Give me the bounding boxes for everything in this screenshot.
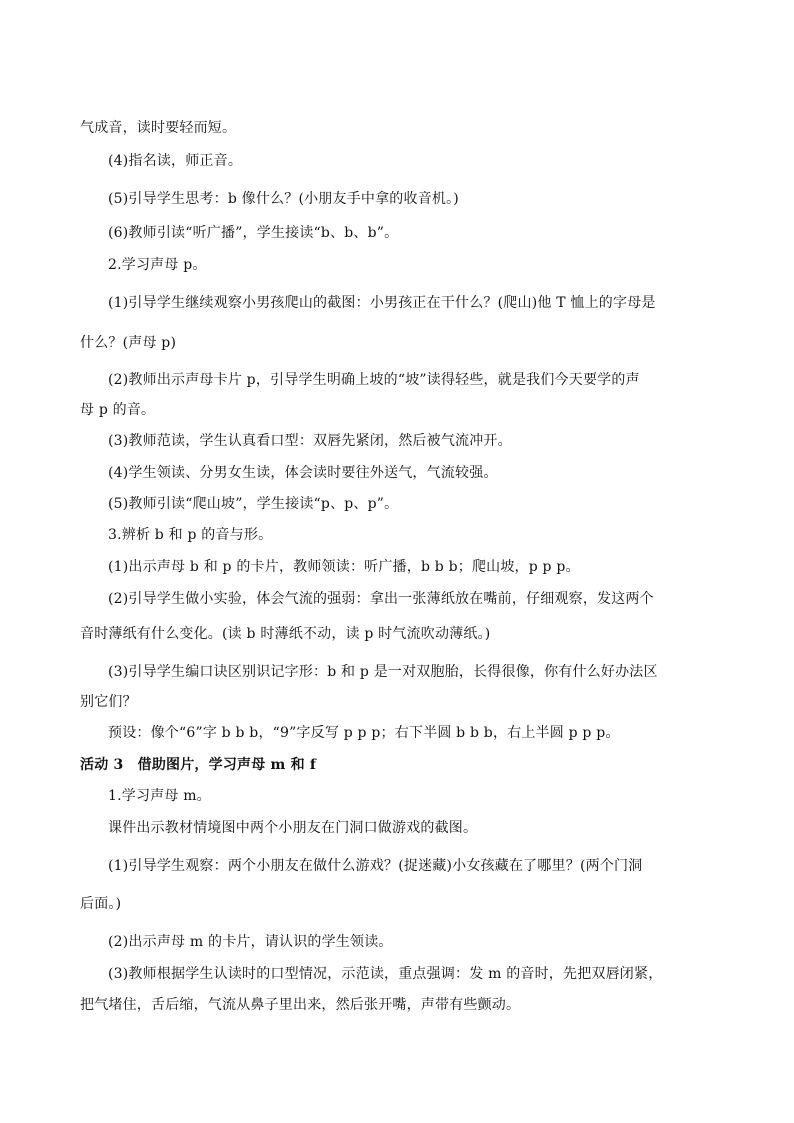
text-line: 把气堵住，舌后缩，气流从鼻子里出来，然后张开嘴，声带有些颤动。: [80, 997, 521, 1013]
text-line: 母 p 的音。: [80, 402, 156, 418]
text-line: (4)学生领读、分男女生读，体会读时要往外送气，气流较强。: [108, 465, 498, 481]
text-line: (2)出示声母 m 的卡片，请认识的学生领读。: [108, 934, 393, 950]
activity-heading: 活动 3 借助图片，学习声母 m 和 f: [80, 757, 317, 773]
text-line: 别它们？: [80, 694, 137, 710]
text-line: (3)教师根据学生认读时的口型情况，示范读，重点强调：发 m 的音时，先把双唇闭紧，: [108, 966, 663, 982]
text-line: 后面。): [80, 896, 122, 912]
text-line: (6)教师引读“听广播”，学生接读“b、b、b”。: [108, 225, 399, 241]
text-line: (3)教师范读，学生认真看口型：双唇先紧闭，然后被气流冲开。: [108, 433, 512, 449]
text-line: (4)指名读，师正音。: [108, 153, 243, 169]
text-line: (2)引导学生做小实验，体会气流的强弱：拿出一张薄纸放在嘴前，仔细观察，发这两个: [108, 591, 654, 607]
text-line: 预设：像个“6”字 b b b，“9”字反写 p p p；右下半圆 b b b，右上半圆 p p p。: [108, 725, 620, 741]
text-line: (2)教师出示声母卡片 p，引导学生明确上坡的“坡”读得轻些，就是我们今天要学的声: [108, 372, 640, 388]
text-line: 课件出示教材情境图中两个小朋友在门洞口做游戏的截图。: [108, 820, 478, 836]
text-line: (3)引导学生编口诀区别识记字形：b 和 p 是一对双胞胎，长得很像，你有什么好办法区: [108, 664, 658, 680]
text-line: (5)引导学生思考：b 像什么？(小朋友手中拿的收音机。): [108, 191, 459, 207]
section-heading: 2.学习声母 p。: [108, 257, 207, 273]
text-line: 气成音，读时要轻而短。: [80, 120, 237, 136]
section-heading: 1.学习声母 m。: [108, 788, 211, 804]
text-line: 音时薄纸有什么变化。(读 b 时薄纸不动，读 p 时气流吹动薄纸。): [80, 626, 491, 642]
text-line: 什么？(声母 p): [80, 335, 177, 351]
text-line: (5)教师引读“爬山坡”，学生接读“p、p、p”。: [108, 496, 399, 512]
text-line: (1)出示声母 b 和 p 的卡片，教师领读：听广播，b b b；爬山坡，p p p。: [108, 559, 580, 575]
text-line: (1)引导学生继续观察小男孩爬山的截图：小男孩正在干什么？(爬山)他 T 恤上的字母是: [108, 295, 656, 311]
section-heading: 3.辨析 b 和 p 的音与形。: [108, 527, 273, 543]
text-line: (1)引导学生观察：两个小朋友在做什么游戏？(捉迷藏)小女孩藏在了哪里？(两个门洞: [108, 858, 643, 874]
